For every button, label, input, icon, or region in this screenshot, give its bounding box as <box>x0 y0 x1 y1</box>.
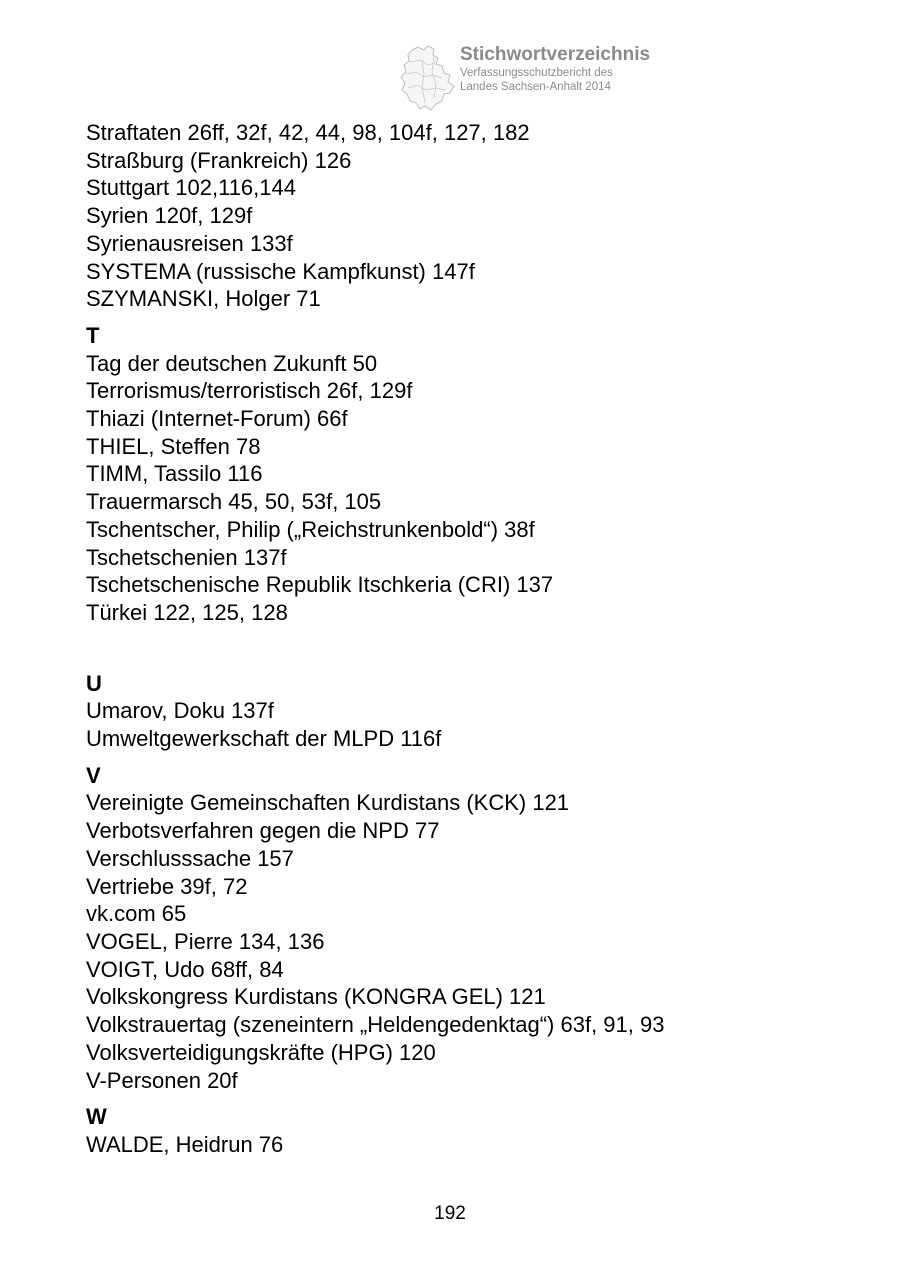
index-entry: vk.com 65 <box>86 901 187 927</box>
header-subtitle-line2: Landes Sachsen-Anhalt 2014 <box>460 81 611 93</box>
index-entry: Tschetschenische Republik Itschkeria (CRI) 137 <box>86 572 554 598</box>
index-entry: Volkskongress Kurdistans (KONGRA GEL) 121 <box>86 984 546 1010</box>
index-section-t <box>86 322 866 627</box>
index-entry: WALDE, Heidrun 76 <box>86 1131 284 1157</box>
index-entry: VOIGT, Udo 68ff, 84 <box>86 956 284 982</box>
index-entry: THIEL, Steffen 78 <box>86 433 261 459</box>
index-entry: V-Personen 20f <box>86 1067 238 1093</box>
section-letter-t: T <box>86 322 100 348</box>
index-entry: Volkstrauertag (szeneintern „Heldengedenktag“) 63f, 91, 93 <box>86 1012 665 1038</box>
index-entry: TIMM, Tassilo 116 <box>86 461 263 487</box>
saxony-anhalt-map-icon <box>398 44 458 112</box>
index-entry: Tschetschenien 137f <box>86 544 287 570</box>
header-title: Stichwortverzeichnis <box>460 44 651 65</box>
index-section-u <box>86 670 866 753</box>
index-section-v <box>86 762 866 1094</box>
index-entry: Volksverteidigungskräfte (HPG) 120 <box>86 1039 436 1065</box>
index-entry: Trauermarsch 45, 50, 53f, 105 <box>86 489 382 515</box>
index-entry: Terrorismus/terroristisch 26f, 129f <box>86 378 413 404</box>
index-entry: Syrienausreisen 133f <box>86 230 293 256</box>
index-entry: Syrien 120f, 129f <box>86 203 253 229</box>
index-entry: SYSTEMA (russische Kampfkunst) 147f <box>86 258 475 284</box>
index-entry: Tag der deutschen Zukunft 50 <box>86 350 378 376</box>
index-entry: Stuttgart 102,116,144 <box>86 175 296 201</box>
section-letter-v: V <box>86 762 101 788</box>
index-section-s <box>86 119 866 313</box>
page-header <box>398 44 698 114</box>
index-entry: Türkei 122, 125, 128 <box>86 599 288 625</box>
page-number: 192 <box>434 1203 466 1224</box>
index-entry: Straftaten 26ff, 32f, 42, 44, 98, 104f, 127, 182 <box>86 120 530 145</box>
index-entry: Umarov, Doku 137f <box>86 698 274 724</box>
index-list <box>86 119 866 1159</box>
index-entry: Verschlusssache 157 <box>86 845 294 871</box>
header-text-block <box>460 44 650 94</box>
index-entry: Tschentscher, Philip („Reichstrunkenbold“) 38f <box>86 516 535 542</box>
index-entry: Vertriebe 39f, 72 <box>86 873 248 899</box>
index-entry: VOGEL, Pierre 134, 136 <box>86 928 325 954</box>
index-entry: Umweltgewerkschaft der MLPD 116f <box>86 726 442 752</box>
index-entry: Verbotsverfahren gegen die NPD 77 <box>86 818 440 844</box>
header-subtitle-line1: Verfassungsschutzbericht des <box>460 67 613 79</box>
index-entry: Straßburg (Frankreich) 126 <box>86 147 352 173</box>
index-section-w <box>86 1103 866 1158</box>
index-entry: Vereinigte Gemeinschaften Kurdistans (KCK) 121 <box>86 790 570 816</box>
section-letter-u: U <box>86 670 102 696</box>
index-entry: Thiazi (Internet-Forum) 66f <box>86 406 348 432</box>
section-letter-w: W <box>86 1104 107 1130</box>
index-entry: SZYMANSKI, Holger 71 <box>86 286 321 312</box>
